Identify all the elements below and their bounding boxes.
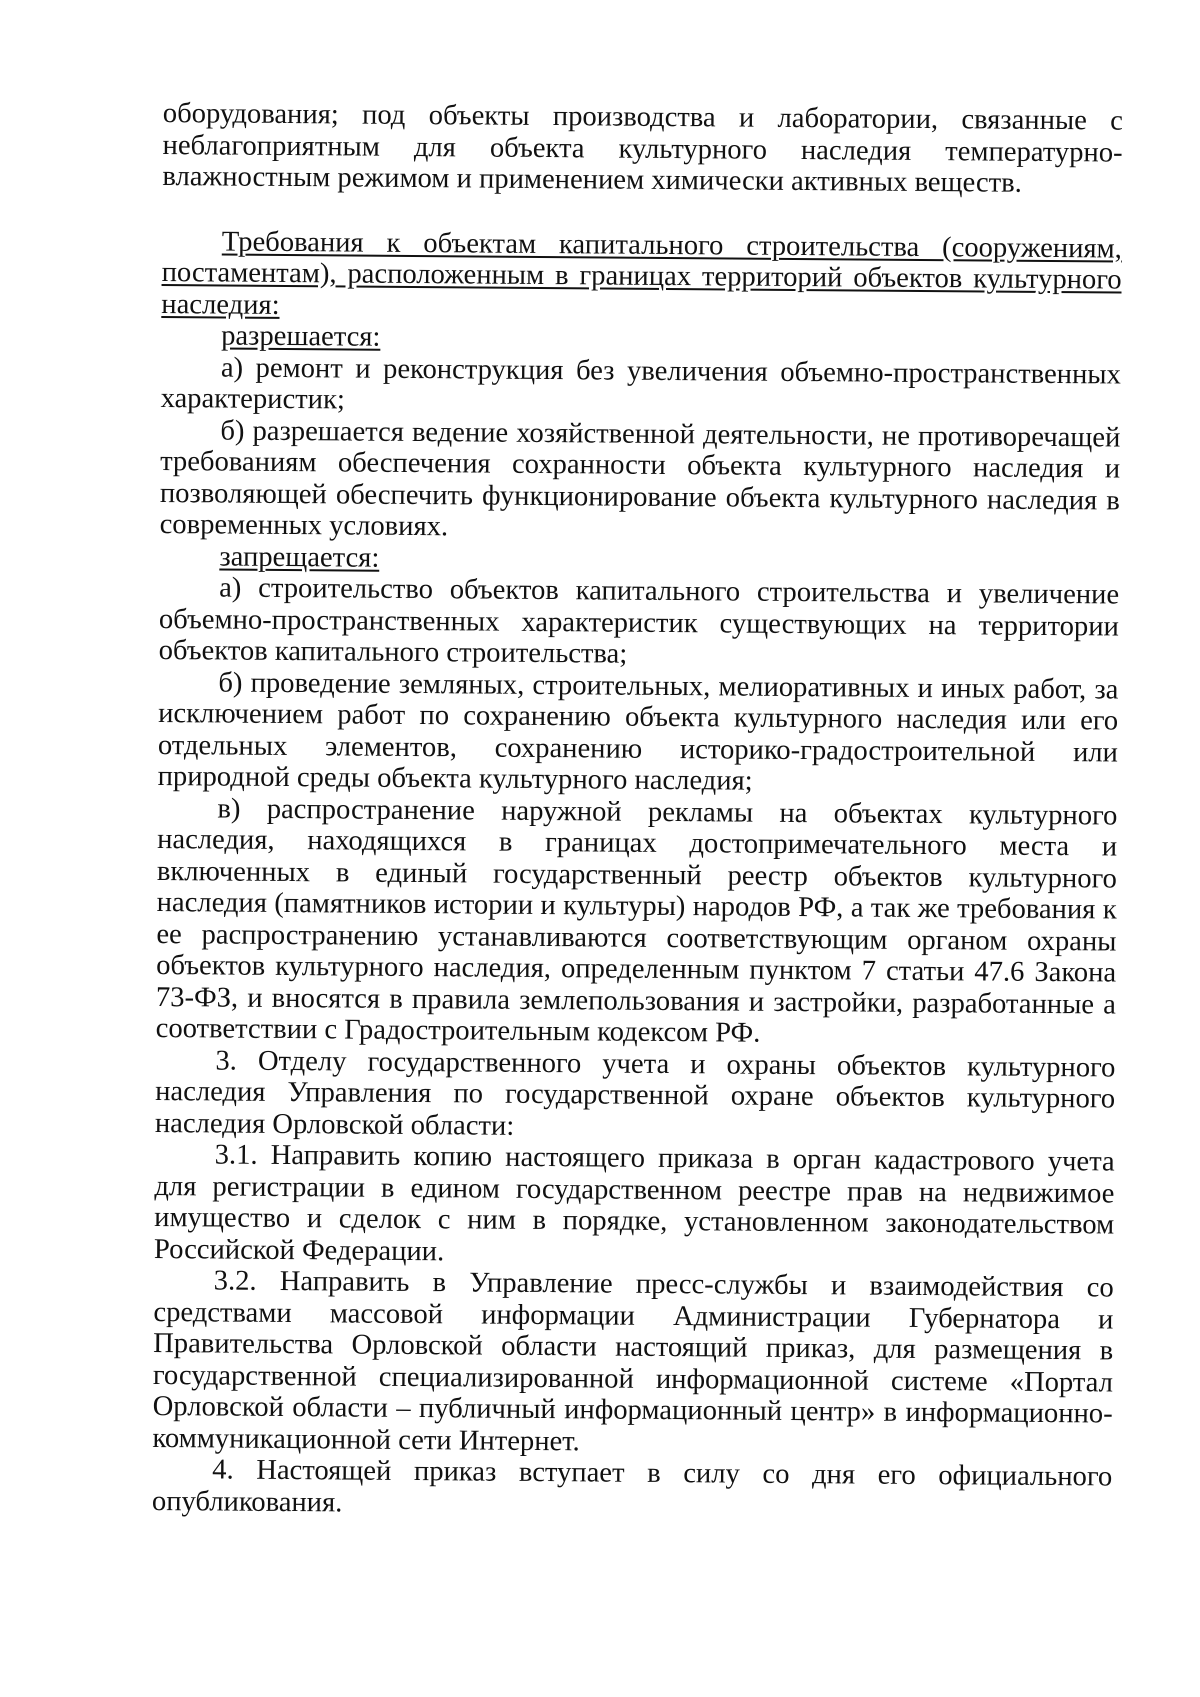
prohibited-item-c: в) распространение наружной рекламы на объектах культурного наследия, находящихся в границах достопримечательного места и включенных в единый государственный реестр объектов культурного наследия (памятников истории и культуры) народов РФ, а так же требования к ее распространению устанавливаются соответствующим органом охраны объектов культурного наследия, определенным пунктом 7 статьи 47.6 Закона 73-ФЗ, и вносятся в правила землепользования и застройки, разработанные а соответствии с Градостроительным кодексом РФ. [155,792,1118,1049]
prohibited-label-text: запрещается: [219,540,380,574]
clause-3-1: 3.1. Направить копию настоящего приказа в орган кадастрового учета для регистрации в едином государственном реестре прав на недвижимое имущество и сделок с ним в порядке, установленном законодательством Российской Федерации. [153,1139,1115,1267]
clause-3-2: 3.2. Направить в Управление пресс-службы и взаимодействия со средствами массовой информации Администрации Губернатора и Правительства Орловской области настоящий приказ, для размещения в государственной специализированной информационной системе «Портал Орловской области – публичный информационный центр» в информационно-коммуникационной сети Интернет. [152,1265,1114,1457]
allowed-label-text: разрешается: [221,320,381,353]
prohibited-item-b: б) проведение земляных, строительных, мелиоративных и иных работ, за исключением работ по сохранению объекта культурного наследия или его отдельных элементов, сохранению историко-градостроительной или природной среды объекта культурного наследия; [157,666,1119,797]
clause-4: 4. Настоящей приказ вступает в силу со дня его официального опубликования. [151,1454,1113,1518]
document-body [152,98,1123,1524]
allowed-item-b: б) разрешается ведение хозяйственной деятельности, не противоречащей требованиям обеспечения сохранности объекта культурного наследия и позволяющей обеспечить функционирование объекта культурного наследия в современных условиях. [159,414,1121,543]
clause-3: 3. Отделу государственного учета и охраны объектов культурного наследия Управления по государственной охране объектов культурного наследия Орловской области: [154,1044,1116,1142]
intro-paragraph: оборудования; под объекты производства и лаборатории, связанные с неблагоприятным для объекта культурного наследия температурно-влажностным режимом и применением химически активных веществ. [162,98,1123,199]
allowed-item-a: а) ремонт и реконструкция без увеличения объемно-пространственных характеристик; [160,351,1121,416]
prohibited-item-a: а) строительство объектов капитального строительства и увеличение объемно-пространственных характеристик существующих на территории объектов капитального строительства; [158,572,1120,670]
requirements-heading: Требования к объектам капитального строительства (сооружениям, постаментам), расположенным в границах территорий объектов культурного наследия: [161,225,1122,321]
